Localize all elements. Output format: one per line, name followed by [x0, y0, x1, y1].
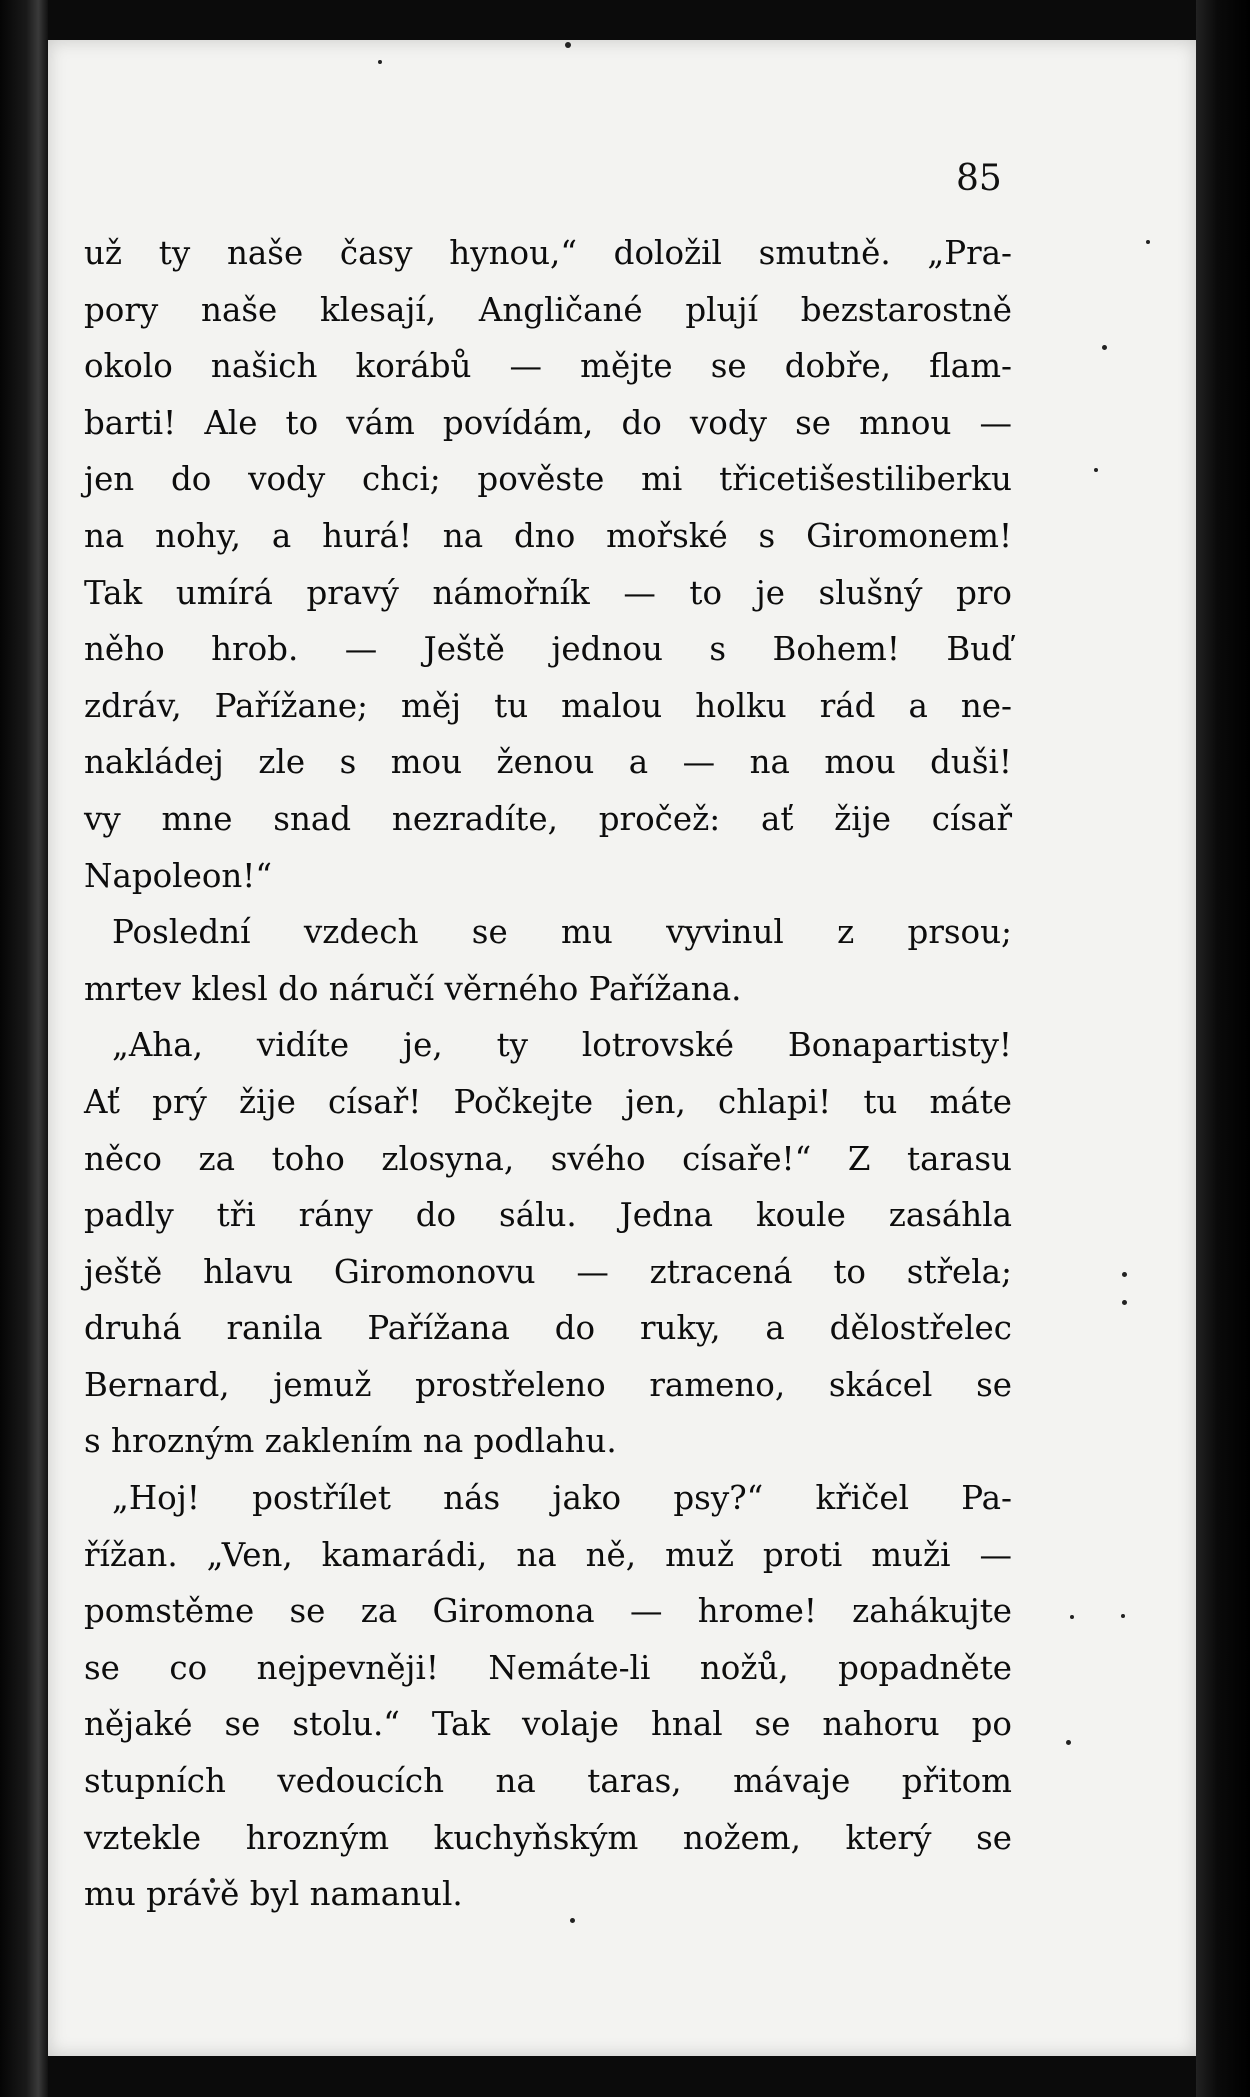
paper-speck [565, 42, 571, 48]
text-line: jen do vody chci; pověste mi třicetišestiliberku [84, 460, 1012, 499]
text-line: padly tři rány do sálu. Jedna koule zasáhla [84, 1196, 1012, 1235]
text-line: Napoleon!“ [84, 856, 272, 895]
text-line: mrtev klesl do náručí věrného Pařížana. [84, 969, 742, 1008]
paper-speck [1102, 345, 1107, 350]
paper-speck [1122, 1272, 1127, 1277]
text-line: Bernard, jemuž prostřeleno rameno, skácel se [84, 1365, 1012, 1404]
text-line: Poslední vzdech se mu vyvinul z prsou; [112, 913, 1012, 952]
text-line: „Aha, vidíte je, ty lotrovské Bonapartisty! [112, 1026, 1012, 1065]
text-line: nějaké se stolu.“ Tak volaje hnal se nahoru po [84, 1705, 1012, 1744]
text-line: Ať prý žije císař! Počkejte jen, chlapi! tu máte [84, 1082, 1012, 1121]
book-spine-shadow [0, 0, 48, 2097]
text-line: mu právě byl namanul. [84, 1875, 463, 1914]
text-line: zdráv, Pařížane; měj tu malou holku rád a ne- [84, 686, 1012, 725]
body-text [84, 225, 1012, 1923]
paper-speck [1146, 240, 1150, 244]
text-line: vztekle hrozným kuchyňským nožem, který se [84, 1818, 1012, 1857]
paper-speck [378, 60, 382, 64]
paper-speck [1094, 468, 1098, 472]
text-line: na nohy, a hurá! na dno mořské s Giromonem! [84, 516, 1012, 555]
text-line: barti! Ale to vám povídám, do vody se mnou — [84, 403, 1012, 442]
text-line: nakládej zle s mou ženou a — na mou duši! [84, 743, 1012, 782]
text-line: s hrozným zaklením na podlahu. [84, 1422, 617, 1461]
text-line: stupních vedoucích na taras, mávaje přitom [84, 1762, 1012, 1801]
text-line: pomstěme se za Giromona — hrome! zahákujte [84, 1592, 1012, 1631]
text-line: „Hoj! postřílet nás jako psy?“ křičel Pa- [112, 1479, 1012, 1518]
text-line: se co nejpevněji! Nemáte-li nožů, popadněte [84, 1648, 1012, 1687]
text-line: řížan. „Ven, kamarádi, na ně, muž proti muži — [84, 1535, 1012, 1574]
text-line: Tak umírá pravý námořník — to je slušný pro [84, 573, 1012, 612]
paper-speck [1066, 1740, 1071, 1745]
paper-speck [1121, 1614, 1125, 1618]
text-line: pory naše klesají, Angličané plují bezstarostně [84, 290, 1012, 329]
text-line: něco za toho zlosyna, svého císaře!“ Z tarasu [84, 1139, 1012, 1178]
paper-speck [1070, 1615, 1074, 1619]
paper-speck [1122, 1300, 1127, 1305]
page-edge-shadow [1196, 0, 1250, 2097]
text-line: vy mne snad nezradíte, pročež: ať žije císař [84, 799, 1012, 838]
text-line: něho hrob. — Ještě jednou s Bohem! Buď [84, 630, 1012, 669]
text-line: druhá ranila Pařížana do ruky, a dělostřelec [84, 1309, 1012, 1348]
page-number: 85 [956, 158, 1002, 199]
text-line: už ty naše časy hynou,“ doložil smutně. „Pra- [84, 234, 1012, 272]
text-line: okolo našich korábů — mějte se dobře, flam- [84, 347, 1012, 386]
text-line: ještě hlavu Giromonovu — ztracená to střela; [84, 1252, 1012, 1291]
